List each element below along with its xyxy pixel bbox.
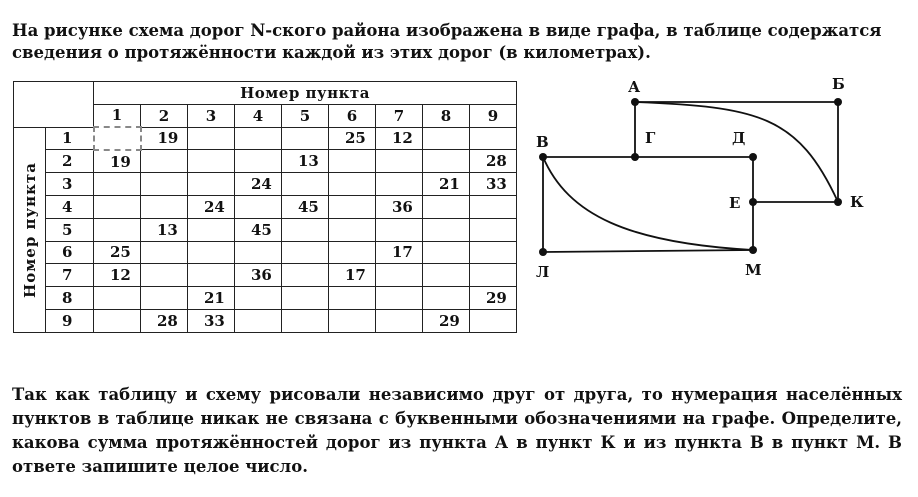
label-k: К — [850, 193, 864, 211]
node-k — [834, 198, 842, 206]
table-cell — [376, 287, 423, 310]
row-number: 9 — [46, 309, 94, 332]
table-cell: 28 — [141, 309, 188, 332]
label-d: Д — [732, 129, 746, 147]
column-number: 5 — [282, 104, 329, 127]
table-cell: 45 — [235, 218, 282, 241]
table-cell — [376, 150, 423, 173]
table-cell — [141, 195, 188, 218]
table-cell: 36 — [376, 195, 423, 218]
table-cell: 25 — [329, 127, 376, 150]
table-row — [14, 309, 517, 332]
table-cell — [235, 241, 282, 264]
row-number: 3 — [46, 173, 94, 196]
table-cell — [423, 218, 470, 241]
node-g — [631, 153, 639, 161]
table-cell — [329, 195, 376, 218]
table-row — [14, 195, 517, 218]
node-m — [749, 246, 757, 254]
table-cell — [282, 241, 329, 264]
intro-text: На рисунке схема дорог N-ского района изображена в виде графа, в таблице содержатся сведения о протяжённости каждой из этих дорог (в километрах). — [12, 21, 882, 62]
table-corner — [14, 82, 94, 128]
table-row — [14, 173, 517, 196]
table-cell: 45 — [282, 195, 329, 218]
table-cell — [376, 173, 423, 196]
table-cell — [282, 173, 329, 196]
table-cell — [470, 218, 517, 241]
table-cell — [94, 309, 141, 332]
table-cell — [235, 195, 282, 218]
table-cell — [235, 150, 282, 173]
table-cell: 28 — [470, 150, 517, 173]
table-cell — [141, 264, 188, 287]
column-number: 4 — [235, 104, 282, 127]
table-cell — [376, 309, 423, 332]
table-cell — [282, 309, 329, 332]
table-cell: 17 — [329, 264, 376, 287]
table-cell — [94, 287, 141, 310]
table-cell — [329, 173, 376, 196]
table-cell — [188, 264, 235, 287]
table-cell — [470, 241, 517, 264]
node-e — [749, 198, 757, 206]
table-cell — [423, 287, 470, 310]
node-d — [749, 153, 757, 161]
column-number: 3 — [188, 104, 235, 127]
table-cell — [141, 241, 188, 264]
label-g: Г — [645, 129, 656, 147]
table-cell: 19 — [141, 127, 188, 150]
column-number: 1 — [94, 104, 141, 127]
table-row — [14, 287, 517, 310]
table-cell — [235, 287, 282, 310]
table-cell — [423, 241, 470, 264]
table-cell: 19 — [94, 150, 141, 173]
label-l: Л — [536, 263, 550, 281]
table-cell — [329, 241, 376, 264]
column-number: 6 — [329, 104, 376, 127]
table-cell — [188, 173, 235, 196]
table-cell: 13 — [141, 218, 188, 241]
table-cell — [329, 287, 376, 310]
table-cell — [282, 127, 329, 150]
table-cell: 12 — [376, 127, 423, 150]
table-cell — [235, 127, 282, 150]
table-cell — [423, 195, 470, 218]
table-cell — [282, 287, 329, 310]
table-cell — [470, 195, 517, 218]
table-cell: 29 — [470, 287, 517, 310]
distance-table — [13, 81, 517, 333]
label-v: В — [536, 133, 549, 151]
table-row — [14, 218, 517, 241]
question-text: Так как таблицу и схему рисовали независимо друг от друга, то нумерация населённых пунктов в таблице никак не связана с буквенными обозначениями на графе. Определите, какова сумма протяжённостей дорог из пункта А в пункт К и из пункта В в пункт М. В ответе запишите целое число. — [12, 385, 902, 476]
table-cell — [94, 127, 141, 150]
table-cell — [282, 264, 329, 287]
table-row — [14, 150, 517, 173]
row-group-header — [14, 127, 46, 332]
table-cell: 24 — [188, 195, 235, 218]
table-cell: 21 — [423, 173, 470, 196]
row-group-header-label: Номер пункта — [20, 161, 39, 298]
row-number: 5 — [46, 218, 94, 241]
table-cell: 29 — [423, 309, 470, 332]
row-number: 7 — [46, 264, 94, 287]
table-cell — [376, 264, 423, 287]
table-cell — [282, 218, 329, 241]
column-number: 7 — [376, 104, 423, 127]
table-cell — [329, 309, 376, 332]
label-m: М — [745, 261, 762, 279]
table-cell: 33 — [188, 309, 235, 332]
table-cell — [470, 309, 517, 332]
table-cell: 36 — [235, 264, 282, 287]
row-number: 4 — [46, 195, 94, 218]
table-cell: 17 — [376, 241, 423, 264]
table-cell — [235, 309, 282, 332]
table-cell: 25 — [94, 241, 141, 264]
row-number: 1 — [46, 127, 94, 150]
table-header-row — [14, 82, 517, 105]
table-cell — [141, 173, 188, 196]
table-cell — [423, 264, 470, 287]
edge-l-m — [543, 250, 753, 252]
table-cell — [470, 127, 517, 150]
row-number: 8 — [46, 287, 94, 310]
table-cell — [94, 173, 141, 196]
node-v — [539, 153, 547, 161]
label-b: Б — [832, 75, 845, 93]
table-cell — [188, 218, 235, 241]
table-cell — [376, 218, 423, 241]
column-number: 2 — [141, 104, 188, 127]
column-number: 9 — [470, 104, 517, 127]
label-a: А — [628, 78, 641, 96]
table-cell: 21 — [188, 287, 235, 310]
edge-v-m — [543, 157, 753, 250]
table-cell — [141, 287, 188, 310]
table-row — [14, 264, 517, 287]
node-a — [631, 98, 639, 106]
table-cell — [188, 127, 235, 150]
table-cell — [423, 150, 470, 173]
table-cell: 13 — [282, 150, 329, 173]
table-row — [14, 127, 517, 150]
table-cell — [94, 218, 141, 241]
table-row — [14, 241, 517, 264]
table-cell — [470, 264, 517, 287]
table-cell — [94, 195, 141, 218]
edge-a-k — [635, 102, 838, 202]
table-cell — [188, 150, 235, 173]
table-cell: 24 — [235, 173, 282, 196]
row-number: 2 — [46, 150, 94, 173]
column-group-header: Номер пункта — [94, 82, 517, 105]
table-cell — [329, 150, 376, 173]
table-cell — [188, 241, 235, 264]
label-e: Е — [729, 194, 741, 212]
road-graph — [528, 75, 868, 290]
node-b — [834, 98, 842, 106]
node-l — [539, 248, 547, 256]
row-number: 6 — [46, 241, 94, 264]
table-cell — [141, 150, 188, 173]
table-cell: 12 — [94, 264, 141, 287]
table-cell — [423, 127, 470, 150]
column-number: 8 — [423, 104, 470, 127]
table-cell: 33 — [470, 173, 517, 196]
table-cell — [329, 218, 376, 241]
